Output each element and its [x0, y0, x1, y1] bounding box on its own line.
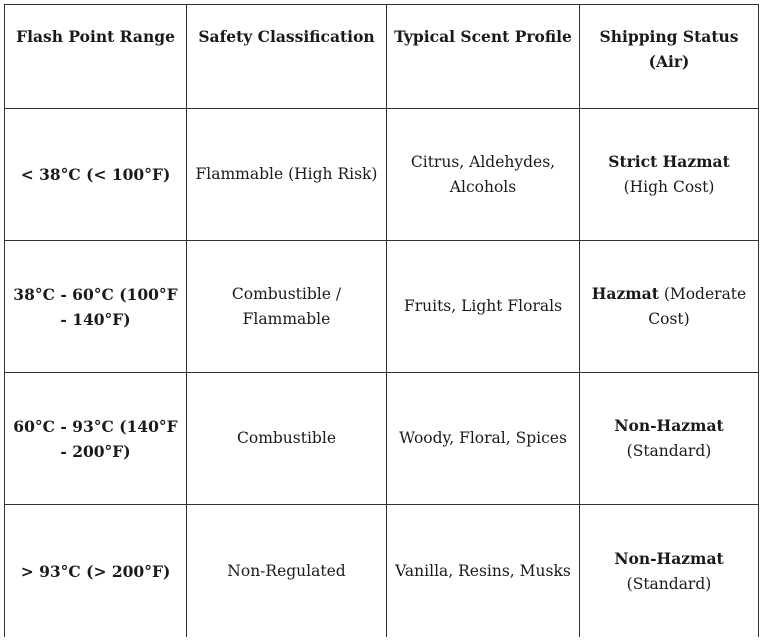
shipping-status-cell — [580, 241, 759, 373]
shipping-status-label: Non-Hazmat — [614, 548, 724, 568]
flash-point-range-cell: < 38°C (< 100°F) — [5, 109, 187, 241]
table-row — [5, 505, 759, 638]
header-shipping-status: Shipping Status (Air) — [580, 5, 759, 109]
shipping-status-cell — [580, 109, 759, 241]
header-typical-scent-profile: Typical Scent Profile — [387, 5, 580, 109]
shipping-cost-note: (Standard) — [626, 574, 712, 593]
shipping-status-label: Hazmat — [591, 284, 659, 303]
safety-classification-cell: Combustible — [187, 373, 387, 505]
scent-profile-cell: Fruits, Light Florals — [387, 241, 580, 373]
flash-point-range-cell: 38°C - 60°C (100°F - 140°F) — [5, 241, 187, 373]
shipping-status-cell — [580, 373, 759, 505]
flash-point-range-cell: > 93°C (> 200°F) — [5, 505, 187, 638]
scent-profile-cell: Vanilla, Resins, Musks — [387, 505, 580, 638]
table-row — [5, 373, 759, 505]
table-header-row — [5, 5, 759, 109]
scent-profile-cell: Citrus, Aldehydes, Alcohols — [387, 109, 580, 241]
flash-point-table — [4, 4, 759, 637]
shipping-cost-note: (High Cost) — [623, 178, 715, 196]
shipping-status-cell — [580, 505, 759, 638]
safety-classification-cell: Flammable (High Risk) — [187, 109, 387, 241]
shipping-status-label: Non-Hazmat — [614, 416, 724, 435]
table-row — [5, 109, 759, 241]
table-row — [5, 241, 759, 373]
safety-classification-cell: Combustible / Flammable — [187, 241, 387, 373]
header-flash-point-range: Flash Point Range — [5, 5, 187, 109]
shipping-cost-note: (Standard) — [626, 442, 712, 460]
header-safety-classification: Safety Classification — [187, 5, 387, 109]
safety-classification-cell: Non-Regulated — [187, 505, 387, 638]
scent-profile-cell: Woody, Floral, Spices — [387, 373, 580, 505]
shipping-cost-note: (Moderate Cost) — [648, 285, 747, 328]
flash-point-range-cell: 60°C - 93°C (140°F - 200°F) — [5, 373, 187, 505]
shipping-status-label: Strict Hazmat — [608, 152, 730, 171]
